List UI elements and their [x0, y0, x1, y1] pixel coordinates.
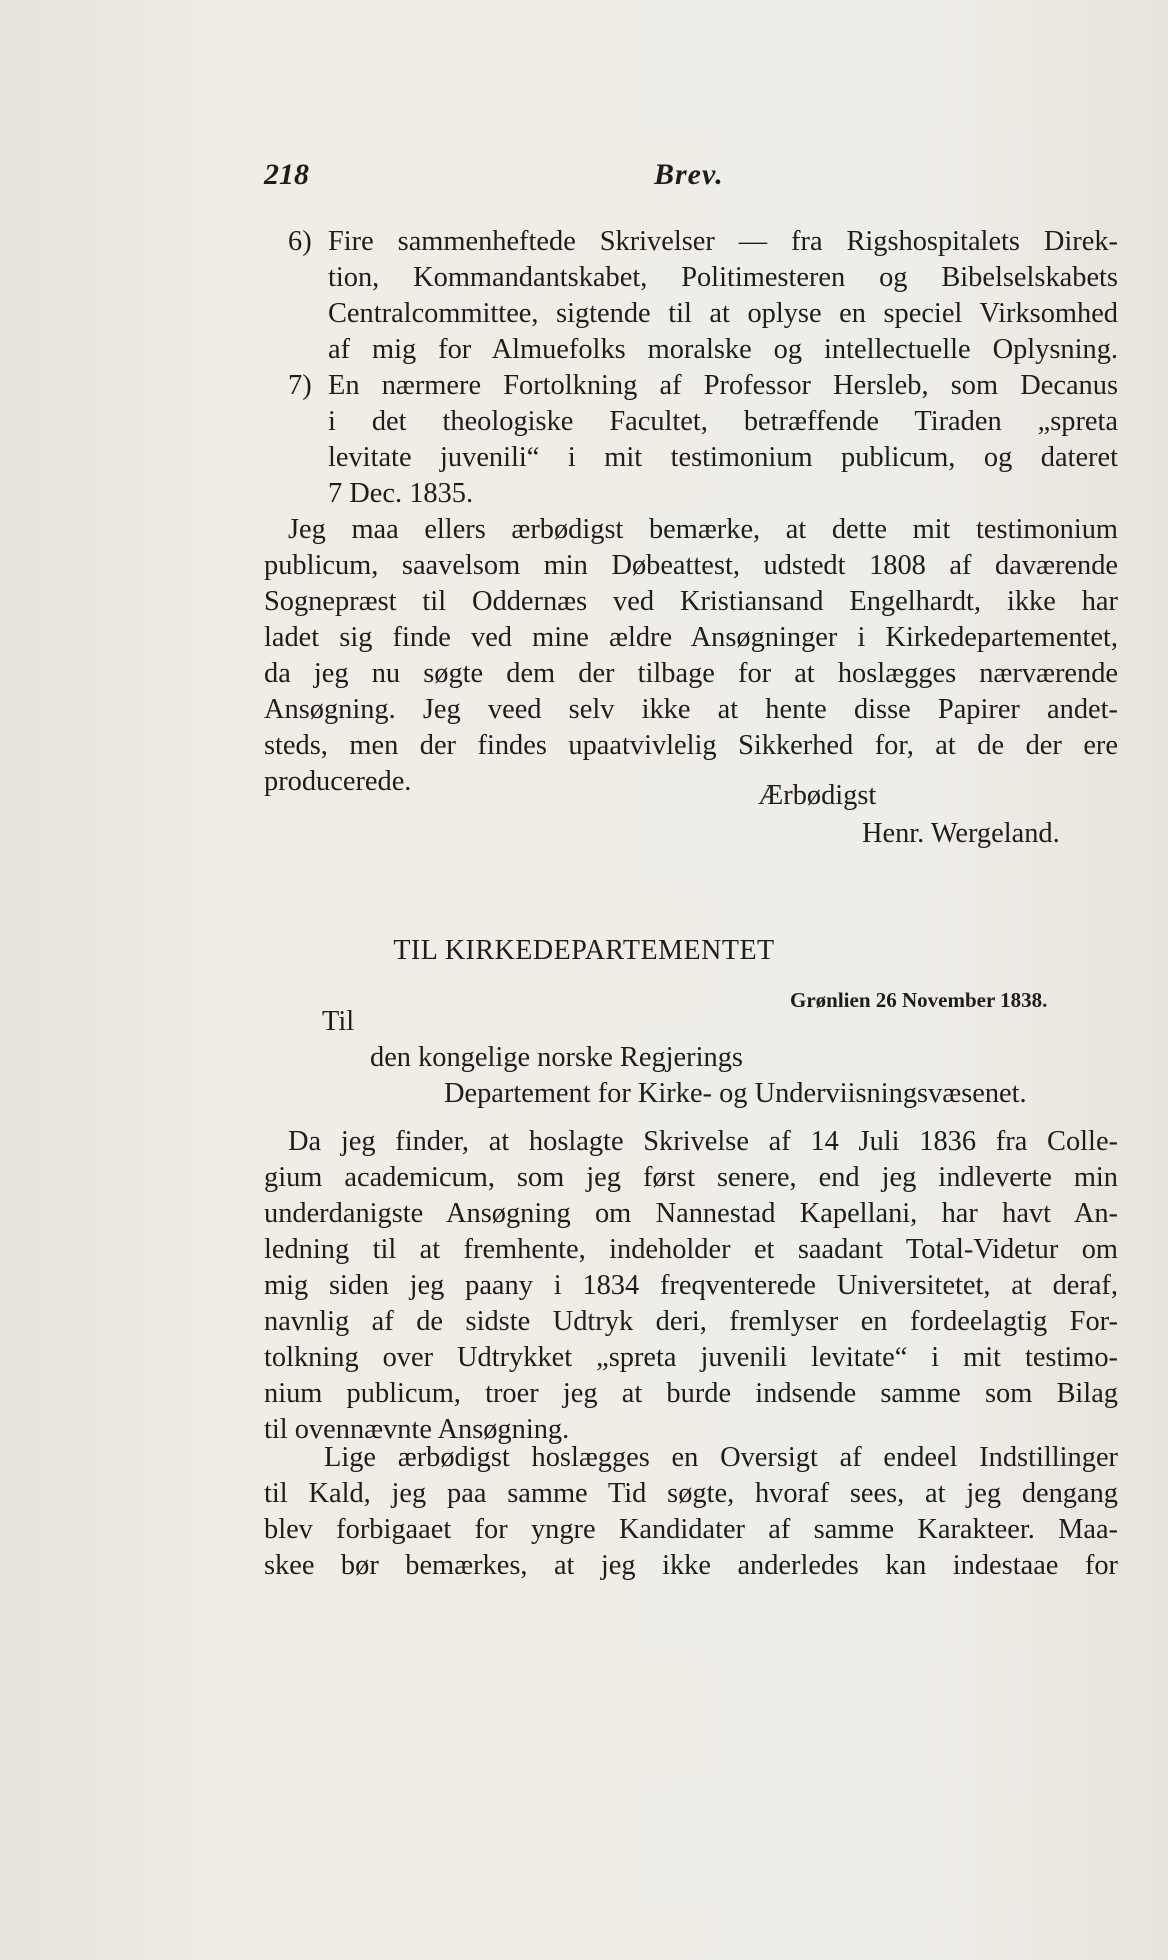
address-line-1: den kongelige norske Regjerings [370, 1042, 743, 1073]
address-line-2: Departement for Kirke- og Underviisningsvæsenet. [444, 1078, 1027, 1109]
text-line: levitate juvenili“ i mit testimonium publicum, og dateret [328, 442, 1118, 473]
date-line: Grønlien 26 November 1838. [790, 988, 1048, 1012]
text-line: Sognepræst til Oddernæs ved Kristiansand Engelhardt, ikke har [264, 586, 1118, 617]
text-line: Fire sammenheftede Skrivelser — fra Rigshospitalets Direk- [328, 226, 1118, 257]
text-line: Centralcommittee, sigtende til at oplyse en speciel Virksomhed [328, 298, 1118, 329]
page-header [264, 158, 1124, 198]
text-line: mig siden jeg paany i 1834 freqventerede Universitetet, at deraf, [264, 1270, 1118, 1301]
address-to: Til [322, 1006, 355, 1037]
signature: Henr. Wergeland. [862, 818, 1060, 849]
text-line: 7 Dec. 1835. [328, 478, 474, 509]
text-line: til Kald, jeg paa samme Tid søgte, hvoraf sees, at jeg dengang [264, 1478, 1118, 1509]
text-line: En nærmere Fortolkning af Professor Hersleb, som Decanus [328, 370, 1118, 401]
text-line: tion, Kommandantskabet, Politimesteren og Bibelselskabets [328, 262, 1118, 293]
closing: Ærbødigst [758, 780, 877, 811]
text-line: til ovennævnte Ansøgning. [264, 1414, 570, 1445]
item-number: 7) [288, 370, 312, 401]
text-line: i det theologiske Facultet, betræffende Tiraden „spreta [328, 406, 1118, 437]
text-line: ledning til at fremhente, indeholder et saadant Total-Videtur om [264, 1234, 1118, 1265]
text-line: steds, men der findes upaatvivlelig Sikkerhed for, at de der ere [264, 730, 1118, 761]
text-line: af mig for Almuefolks moralske og intellectuelle Oplysning. [328, 334, 1118, 365]
paragraph [264, 512, 1118, 800]
text-line: da jeg nu søgte dem der tilbage for at hoslægges nærværende [264, 658, 1118, 689]
text-line: navnlig af de sidste Udtryk deri, fremlyser en fordeelagtig For- [264, 1306, 1118, 1337]
running-title: Brev. [654, 158, 724, 191]
text-line: Da jeg finder, at hoslagte Skrivelse af 14 Juli 1836 fra Colle- [288, 1126, 1118, 1157]
text-line: Lige ærbødigst hoslægges en Oversigt af endeel Indstillinger [324, 1442, 1118, 1473]
text-line: ladet sig finde ved mine ældre Ansøgninger i Kirkedepartementet, [264, 622, 1118, 653]
text-line: underdanigste Ansøgning om Nannestad Kapellani, har havt An- [264, 1198, 1118, 1229]
item-number: 6) [288, 226, 312, 257]
text-line: Jeg maa ellers ærbødigst bemærke, at dette mit testimonium [288, 514, 1118, 545]
text-line: publicum, saavelsom min Døbeattest, udstedt 1808 af daværende [264, 550, 1118, 581]
page-number: 218 [264, 158, 309, 191]
text-line: nium publicum, troer jeg at burde indsende samme som Bilag [264, 1378, 1118, 1409]
paragraph [264, 1440, 1118, 1584]
paragraph [264, 1124, 1118, 1448]
text-line: skee bør bemærkes, at jeg ikke anderledes kan indestaae for [264, 1550, 1118, 1581]
section-title: TIL KIRKEDEPARTEMENTET [393, 935, 775, 966]
text-line: producerede. [264, 766, 412, 797]
text-line: gium academicum, som jeg først senere, end jeg indleverte min [264, 1162, 1118, 1193]
text-line: tolkning over Udtrykket „spreta juvenili levitate“ i mit testimo- [264, 1342, 1118, 1373]
text-line: Ansøgning. Jeg veed selv ikke at hente disse Papirer andet- [264, 694, 1118, 725]
text-line: blev forbigaaet for yngre Kandidater af samme Karakteer. Maa- [264, 1514, 1118, 1545]
